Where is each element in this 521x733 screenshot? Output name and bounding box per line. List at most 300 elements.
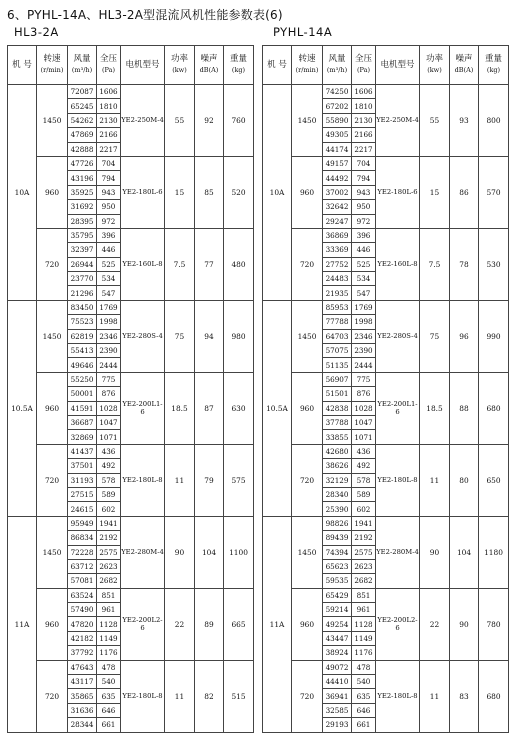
flow-cell: 27515	[68, 487, 97, 501]
power-cell: 7.5	[165, 228, 195, 300]
speed-cell: 720	[292, 444, 323, 516]
flow-cell: 42888	[68, 142, 97, 156]
noise-cell: 87	[195, 372, 224, 444]
flow-cell: 21296	[68, 286, 97, 300]
pressure-cell: 1128	[97, 617, 121, 631]
weight-cell: 575	[224, 444, 254, 516]
pressure-cell: 1047	[352, 415, 376, 429]
flow-cell: 35925	[68, 185, 97, 199]
pressure-cell: 2575	[352, 545, 376, 559]
pressure-cell: 2346	[352, 329, 376, 343]
pressure-cell: 396	[352, 228, 376, 242]
motor-model-cell: YE2-180L-6	[121, 156, 165, 228]
flow-cell: 65245	[68, 99, 97, 113]
pressure-cell: 1998	[97, 315, 121, 329]
pressure-cell: 534	[352, 272, 376, 286]
power-cell: 11	[420, 660, 450, 732]
flow-cell: 65623	[323, 559, 352, 573]
flow-cell: 63712	[68, 559, 97, 573]
flow-cell: 74394	[323, 545, 352, 559]
pressure-cell: 525	[97, 257, 121, 271]
model-number-cell: 10A	[263, 85, 292, 301]
pressure-cell: 704	[352, 156, 376, 170]
table-row	[8, 85, 254, 99]
noise-cell: 83	[450, 660, 479, 732]
header-weight: 重量 (kg)	[479, 46, 509, 85]
flow-cell: 63524	[68, 588, 97, 602]
speed-cell: 960	[37, 372, 68, 444]
power-cell: 55	[420, 85, 450, 157]
flow-cell: 51501	[323, 387, 352, 401]
flow-cell: 24615	[68, 502, 97, 516]
flow-cell: 35865	[68, 689, 97, 703]
motor-model-cell: YE2-180L-8	[121, 444, 165, 516]
pressure-cell: 943	[97, 185, 121, 199]
pressure-cell: 775	[97, 372, 121, 386]
pressure-cell: 775	[352, 372, 376, 386]
pressure-cell: 534	[97, 272, 121, 286]
table-row	[263, 85, 509, 99]
noise-cell: 88	[450, 372, 479, 444]
pressure-cell: 2390	[97, 344, 121, 358]
flow-cell: 49072	[323, 660, 352, 674]
speed-cell: 960	[292, 156, 323, 228]
noise-cell: 90	[450, 588, 479, 660]
pressure-cell: 578	[352, 473, 376, 487]
speed-cell: 960	[292, 372, 323, 444]
flow-cell: 47820	[68, 617, 97, 631]
flow-cell: 59535	[323, 574, 352, 588]
pressure-cell: 2623	[97, 559, 121, 573]
pressure-cell: 1047	[97, 415, 121, 429]
weight-cell: 570	[479, 156, 509, 228]
table-row	[263, 156, 509, 170]
noise-cell: 80	[450, 444, 479, 516]
flow-cell: 37002	[323, 185, 352, 199]
power-cell: 11	[165, 444, 195, 516]
pressure-cell: 602	[352, 502, 376, 516]
model-number-cell: 11A	[263, 516, 292, 732]
header-motor: 电机型号	[376, 46, 420, 85]
weight-cell: 1100	[224, 516, 254, 588]
table-row	[263, 228, 509, 242]
table-row	[8, 228, 254, 242]
motor-model-cell: YE2-280S-4	[376, 300, 420, 372]
pressure-cell: 1149	[97, 631, 121, 645]
flow-cell: 47643	[68, 660, 97, 674]
pressure-cell: 2444	[352, 358, 376, 372]
pressure-cell: 1769	[97, 300, 121, 314]
pressure-cell: 1028	[352, 401, 376, 415]
power-cell: 75	[165, 300, 195, 372]
flow-cell: 49305	[323, 128, 352, 142]
weight-cell: 990	[479, 300, 509, 372]
speed-cell: 720	[292, 660, 323, 732]
pressure-cell: 436	[352, 444, 376, 458]
flow-cell: 86834	[68, 531, 97, 545]
flow-cell: 44410	[323, 675, 352, 689]
flow-cell: 31636	[68, 703, 97, 717]
flow-cell: 59214	[323, 603, 352, 617]
flow-cell: 72228	[68, 545, 97, 559]
noise-cell: 94	[195, 300, 224, 372]
table-row	[8, 588, 254, 602]
pressure-cell: 972	[97, 214, 121, 228]
table-row	[8, 156, 254, 170]
weight-cell: 520	[224, 156, 254, 228]
pressure-cell: 1176	[352, 646, 376, 660]
header-power: 功率 (kw)	[165, 46, 195, 85]
pressure-cell: 2166	[352, 128, 376, 142]
power-cell: 55	[165, 85, 195, 157]
motor-model-cell: YE2-160L-8	[121, 228, 165, 300]
pressure-cell: 589	[97, 487, 121, 501]
flow-cell: 98826	[323, 516, 352, 530]
header-weight: 重量 (kg)	[224, 46, 254, 85]
motor-model-cell: YE2-200L1-6	[376, 372, 420, 444]
flow-cell: 28344	[68, 718, 97, 732]
pressure-cell: 961	[352, 603, 376, 617]
table-title-left: HL3-2A	[14, 25, 59, 39]
model-number-cell: 10A	[8, 85, 37, 301]
power-cell: 22	[420, 588, 450, 660]
pressure-cell: 943	[352, 185, 376, 199]
flow-cell: 64703	[323, 329, 352, 343]
pressure-cell: 2192	[352, 531, 376, 545]
weight-cell: 515	[224, 660, 254, 732]
flow-cell: 26944	[68, 257, 97, 271]
power-cell: 15	[420, 156, 450, 228]
pressure-cell: 2623	[352, 559, 376, 573]
pressure-cell: 961	[97, 603, 121, 617]
speed-cell: 720	[292, 228, 323, 300]
flow-cell: 29193	[323, 718, 352, 732]
model-number-cell: 10.5A	[8, 300, 37, 516]
flow-cell: 28395	[68, 214, 97, 228]
pressure-cell: 2575	[97, 545, 121, 559]
flow-cell: 37792	[68, 646, 97, 660]
flow-cell: 43196	[68, 171, 97, 185]
noise-cell: 86	[450, 156, 479, 228]
power-cell: 11	[420, 444, 450, 516]
motor-model-cell: YE2-250M-4	[376, 85, 420, 157]
flow-cell: 57081	[68, 574, 97, 588]
flow-cell: 27752	[323, 257, 352, 271]
flow-cell: 41591	[68, 401, 97, 415]
flow-cell: 32869	[68, 430, 97, 444]
pressure-cell: 876	[97, 387, 121, 401]
motor-model-cell: YE2-250M-4	[121, 85, 165, 157]
pressure-cell: 635	[352, 689, 376, 703]
noise-cell: 89	[195, 588, 224, 660]
flow-cell: 33855	[323, 430, 352, 444]
speed-cell: 1450	[292, 85, 323, 157]
speed-cell: 720	[37, 228, 68, 300]
pressure-cell: 436	[97, 444, 121, 458]
speed-cell: 1450	[37, 300, 68, 372]
flow-cell: 23770	[68, 272, 97, 286]
pressure-cell: 646	[97, 703, 121, 717]
pressure-cell: 1071	[97, 430, 121, 444]
flow-cell: 47869	[68, 128, 97, 142]
pressure-cell: 478	[97, 660, 121, 674]
pressure-cell: 540	[352, 675, 376, 689]
pressure-cell: 2682	[352, 574, 376, 588]
pressure-cell: 2130	[352, 113, 376, 127]
weight-cell: 800	[479, 85, 509, 157]
header-model: 机 号	[263, 46, 292, 85]
header-pressure: 全压 (Pa)	[97, 46, 121, 85]
pressure-cell: 2390	[352, 344, 376, 358]
pressure-cell: 876	[352, 387, 376, 401]
flow-cell: 75523	[68, 315, 97, 329]
weight-cell: 980	[224, 300, 254, 372]
flow-cell: 85953	[323, 300, 352, 314]
flow-cell: 31193	[68, 473, 97, 487]
flow-cell: 62819	[68, 329, 97, 343]
pressure-cell: 578	[97, 473, 121, 487]
weight-cell: 630	[224, 372, 254, 444]
header-pressure: 全压 (Pa)	[352, 46, 376, 85]
pressure-cell: 492	[352, 459, 376, 473]
motor-model-cell: YE2-160L-8	[376, 228, 420, 300]
performance-table-right	[262, 45, 509, 733]
flow-cell: 55890	[323, 113, 352, 127]
pressure-cell: 2444	[97, 358, 121, 372]
speed-cell: 960	[292, 588, 323, 660]
noise-cell: 77	[195, 228, 224, 300]
header-model: 机 号	[8, 46, 37, 85]
pressure-cell: 950	[97, 200, 121, 214]
table-row	[8, 516, 254, 530]
flow-cell: 36869	[323, 228, 352, 242]
pressure-cell: 1606	[97, 85, 121, 99]
flow-cell: 41437	[68, 444, 97, 458]
pressure-cell: 492	[97, 459, 121, 473]
flow-cell: 56907	[323, 372, 352, 386]
flow-cell: 49646	[68, 358, 97, 372]
speed-cell: 960	[37, 588, 68, 660]
flow-cell: 36941	[323, 689, 352, 703]
pressure-cell: 1941	[97, 516, 121, 530]
weight-cell: 480	[224, 228, 254, 300]
weight-cell: 665	[224, 588, 254, 660]
flow-cell: 36687	[68, 415, 97, 429]
noise-cell: 104	[195, 516, 224, 588]
pressure-cell: 1941	[352, 516, 376, 530]
flow-cell: 72087	[68, 85, 97, 99]
model-number-cell: 11A	[8, 516, 37, 732]
flow-cell: 43117	[68, 675, 97, 689]
flow-cell: 37501	[68, 459, 97, 473]
flow-cell: 42182	[68, 631, 97, 645]
table-row	[263, 300, 509, 314]
power-cell: 22	[165, 588, 195, 660]
pressure-cell: 2346	[97, 329, 121, 343]
motor-model-cell: YE2-200L1-6	[121, 372, 165, 444]
flow-cell: 95949	[68, 516, 97, 530]
flow-cell: 49157	[323, 156, 352, 170]
motor-model-cell: YE2-180L-8	[376, 444, 420, 516]
flow-cell: 33369	[323, 243, 352, 257]
noise-cell: 93	[450, 85, 479, 157]
flow-cell: 47726	[68, 156, 97, 170]
pressure-cell: 1769	[352, 300, 376, 314]
pressure-cell: 396	[97, 228, 121, 242]
table-row	[8, 372, 254, 386]
weight-cell: 780	[479, 588, 509, 660]
pressure-cell: 446	[97, 243, 121, 257]
table-row	[8, 660, 254, 674]
pressure-cell: 1810	[352, 99, 376, 113]
pressure-cell: 2217	[97, 142, 121, 156]
flow-cell: 37788	[323, 415, 352, 429]
noise-cell: 104	[450, 516, 479, 588]
noise-cell: 79	[195, 444, 224, 516]
motor-model-cell: YE2-180L-8	[121, 660, 165, 732]
pressure-cell: 950	[352, 200, 376, 214]
power-cell: 90	[165, 516, 195, 588]
table-row	[263, 372, 509, 386]
flow-cell: 43447	[323, 631, 352, 645]
flow-cell: 55413	[68, 344, 97, 358]
header-noise: 噪声 dB(A)	[195, 46, 224, 85]
performance-table-left	[7, 45, 254, 733]
pressure-cell: 646	[352, 703, 376, 717]
table-body	[8, 85, 254, 733]
motor-model-cell: YE2-280S-4	[121, 300, 165, 372]
header-flow: 风量 (m³/h)	[323, 46, 352, 85]
pressure-cell: 1149	[352, 631, 376, 645]
power-cell: 11	[165, 660, 195, 732]
pressure-cell: 704	[97, 156, 121, 170]
flow-cell: 83450	[68, 300, 97, 314]
noise-cell: 85	[195, 156, 224, 228]
table-body	[263, 85, 509, 733]
speed-cell: 960	[37, 156, 68, 228]
motor-model-cell: YE2-180L-8	[376, 660, 420, 732]
flow-cell: 55250	[68, 372, 97, 386]
pressure-cell: 1028	[97, 401, 121, 415]
weight-cell: 1180	[479, 516, 509, 588]
table-row	[263, 588, 509, 602]
flow-cell: 32129	[323, 473, 352, 487]
pressure-cell: 1606	[352, 85, 376, 99]
power-cell: 7.5	[420, 228, 450, 300]
table-header-row	[263, 46, 509, 85]
flow-cell: 50001	[68, 387, 97, 401]
pressure-cell: 851	[352, 588, 376, 602]
flow-cell: 49254	[323, 617, 352, 631]
speed-cell: 1450	[292, 300, 323, 372]
pressure-cell: 794	[352, 171, 376, 185]
power-cell: 18.5	[165, 372, 195, 444]
pressure-cell: 2192	[97, 531, 121, 545]
pressure-cell: 2217	[352, 142, 376, 156]
flow-cell: 24483	[323, 272, 352, 286]
flow-cell: 42838	[323, 401, 352, 415]
table-title-right: PYHL-14A	[273, 25, 333, 39]
speed-cell: 1450	[292, 516, 323, 588]
power-cell: 90	[420, 516, 450, 588]
pressure-cell: 547	[352, 286, 376, 300]
flow-cell: 89439	[323, 531, 352, 545]
noise-cell: 92	[195, 85, 224, 157]
power-cell: 18.5	[420, 372, 450, 444]
speed-cell: 720	[37, 444, 68, 516]
table-row	[8, 444, 254, 458]
header-speed: 转速 (r/min)	[292, 46, 323, 85]
power-cell: 75	[420, 300, 450, 372]
header-speed: 转速 (r/min)	[37, 46, 68, 85]
pressure-cell: 1998	[352, 315, 376, 329]
weight-cell: 680	[479, 372, 509, 444]
weight-cell: 650	[479, 444, 509, 516]
flow-cell: 32642	[323, 200, 352, 214]
table-row	[263, 660, 509, 674]
motor-model-cell: YE2-200L2-6	[121, 588, 165, 660]
flow-cell: 38626	[323, 459, 352, 473]
power-cell: 15	[165, 156, 195, 228]
flow-cell: 31692	[68, 200, 97, 214]
pressure-cell: 478	[352, 660, 376, 674]
noise-cell: 96	[450, 300, 479, 372]
pressure-cell: 589	[352, 487, 376, 501]
flow-cell: 57075	[323, 344, 352, 358]
header-flow: 风量 (m³/h)	[68, 46, 97, 85]
noise-cell: 78	[450, 228, 479, 300]
noise-cell: 82	[195, 660, 224, 732]
header-power: 功率 (kw)	[420, 46, 450, 85]
flow-cell: 77788	[323, 315, 352, 329]
pressure-cell: 635	[97, 689, 121, 703]
flow-cell: 44174	[323, 142, 352, 156]
pressure-cell: 2166	[97, 128, 121, 142]
flow-cell: 51135	[323, 358, 352, 372]
pressure-cell: 540	[97, 675, 121, 689]
header-noise: 噪声 dB(A)	[450, 46, 479, 85]
pressure-cell: 794	[97, 171, 121, 185]
weight-cell: 760	[224, 85, 254, 157]
pressure-cell: 851	[97, 588, 121, 602]
pressure-cell: 661	[97, 718, 121, 732]
flow-cell: 35795	[68, 228, 97, 242]
pressure-cell: 2682	[97, 574, 121, 588]
weight-cell: 680	[479, 660, 509, 732]
flow-cell: 74250	[323, 85, 352, 99]
pressure-cell: 2130	[97, 113, 121, 127]
table-row	[263, 516, 509, 530]
flow-cell: 42680	[323, 444, 352, 458]
pressure-cell: 446	[352, 243, 376, 257]
flow-cell: 21935	[323, 286, 352, 300]
pressure-cell: 1810	[97, 99, 121, 113]
flow-cell: 29247	[323, 214, 352, 228]
motor-model-cell: YE2-280M-4	[121, 516, 165, 588]
pressure-cell: 547	[97, 286, 121, 300]
speed-cell: 720	[37, 660, 68, 732]
speed-cell: 1450	[37, 85, 68, 157]
flow-cell: 67202	[323, 99, 352, 113]
flow-cell: 44492	[323, 171, 352, 185]
flow-cell: 57490	[68, 603, 97, 617]
pressure-cell: 602	[97, 502, 121, 516]
weight-cell: 530	[479, 228, 509, 300]
pressure-cell: 972	[352, 214, 376, 228]
flow-cell: 25390	[323, 502, 352, 516]
table-row	[263, 444, 509, 458]
flow-cell: 38924	[323, 646, 352, 660]
